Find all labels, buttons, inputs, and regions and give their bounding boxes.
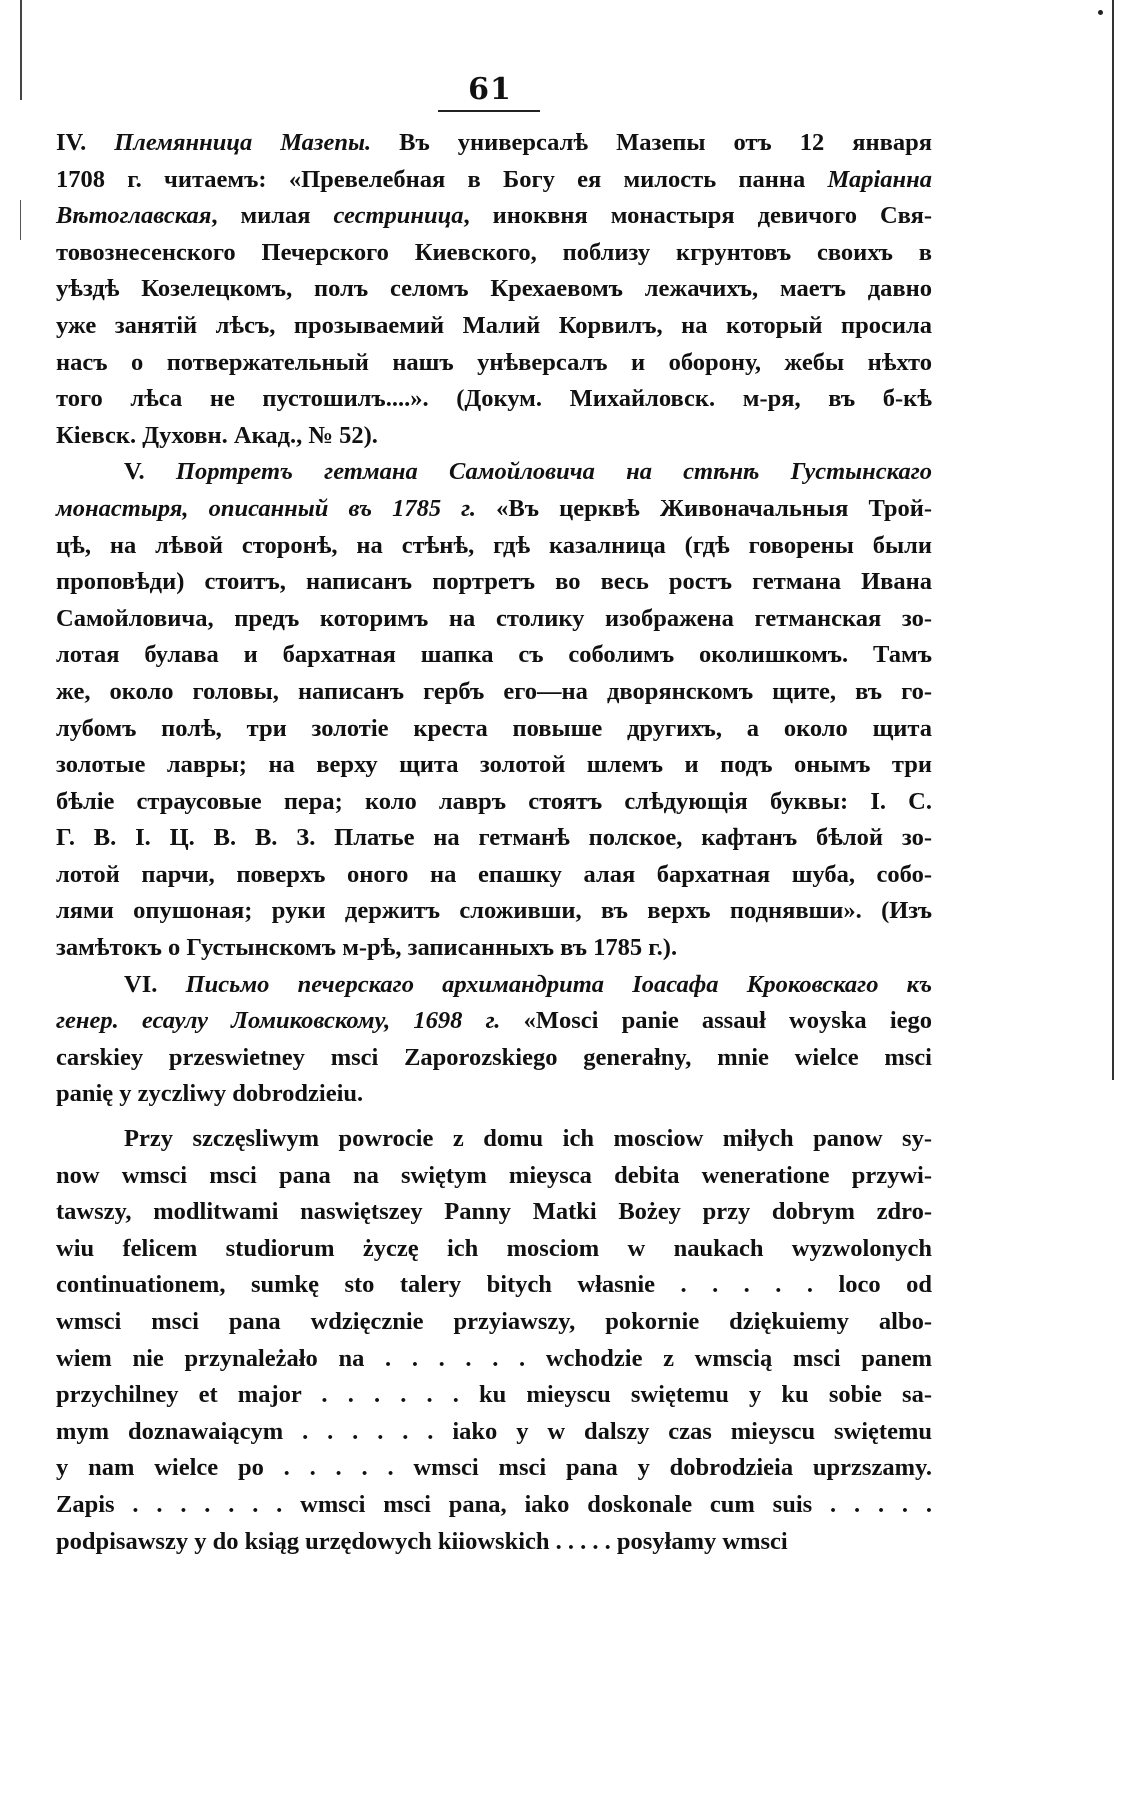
text-line xyxy=(56,1341,932,1378)
text-line xyxy=(56,1040,932,1077)
text-run: wmsci msci pana wdzięcznie przyiawszy, pokornie dziękuiemy albo- xyxy=(56,1308,932,1335)
scan-margin-line xyxy=(20,0,22,100)
text-run: , милая xyxy=(211,202,334,230)
text-run: золотые лавры; на верху щита золотой шлемъ и подъ онымъ три xyxy=(56,751,932,779)
text-line xyxy=(56,747,932,784)
text-line xyxy=(56,893,932,930)
italic-run: Маріанна xyxy=(827,165,932,193)
text-run: Zapis . . . . . . . wmsci msci pana, iako doskonale cum suis . . . . . xyxy=(56,1490,932,1518)
italic-run: генер. есаулу Ломиковскому, 1698 г. xyxy=(56,1007,501,1035)
text-line xyxy=(56,601,932,638)
scan-speck xyxy=(1098,10,1103,15)
text-line xyxy=(56,125,932,162)
page-number-rule xyxy=(438,110,540,112)
text-run: Г. В. І. Ц. В. В. З. Платье на гетманѣ полское, кафтанъ бѣлой зо- xyxy=(56,824,932,852)
italic-run: монастыря, описанный въ 1785 г. xyxy=(56,494,477,522)
text-line xyxy=(56,820,932,857)
text-line xyxy=(56,637,932,674)
text-line xyxy=(56,528,932,565)
text-run: товознесенского Печерского Киевского, поблизу кгрунтовъ своихъ в xyxy=(56,238,932,266)
text-run: continuationem, sumkę sto talery bitych własnie . . . . . loco od xyxy=(56,1271,932,1299)
text-line xyxy=(56,564,932,601)
text-run: panię y zyczliwy dobrodzieiu. xyxy=(56,1080,364,1108)
text-line xyxy=(56,1487,932,1524)
text-run: , иноквня монастыря девичого Свя- xyxy=(463,202,932,230)
text-run: лубомъ полѣ, три золотіе креста повыше другихъ, а около щита xyxy=(56,714,932,742)
text-line xyxy=(56,1414,932,1451)
text-line xyxy=(56,1158,932,1195)
text-run: mym doznawaiącym . . . . . . iako y w dalszy czas mieyscu swiętemu xyxy=(56,1417,932,1445)
text-line xyxy=(56,1450,932,1487)
text-line xyxy=(56,1267,932,1304)
text-line xyxy=(56,857,932,894)
text-run: бѣліе страусовые пера; коло лавръ стоятъ слѣдующія буквы: І. С. xyxy=(56,787,932,815)
text-line xyxy=(56,1231,932,1268)
text-line xyxy=(56,381,932,418)
scan-binding-line xyxy=(1112,0,1114,1080)
text-run: лотой парчи, поверхъ оного на епашку алая бархатная шуба, собо- xyxy=(56,860,932,888)
text-line xyxy=(56,1194,932,1231)
text-line xyxy=(56,711,932,748)
text-line xyxy=(56,271,932,308)
text-run: now wmsci msci pana na swiętym mieysca debita weneratione przywi- xyxy=(56,1161,932,1189)
text-run: tawszy, modlitwami naswiętszey Panny Matki Bożey przy dobrym zdro- xyxy=(56,1198,932,1226)
text-run: уже занятій лѣсъ, прозываемий Малий Корвилъ, на который просила xyxy=(56,311,932,339)
text-line xyxy=(56,1076,932,1113)
text-line xyxy=(56,784,932,821)
text-run: цѣ, на лѣвой сторонѣ, на стѣнѣ, гдѣ казалница (гдѣ говорены были xyxy=(56,531,932,559)
text-run: проповѣди) стоитъ, написанъ портретъ во весь ростъ гетмана Ивана xyxy=(56,568,932,596)
text-line xyxy=(56,1524,932,1561)
text-line xyxy=(56,418,932,455)
italic-run: Племянница Мазепы. xyxy=(114,129,372,156)
text-run: 1708 г. читаемъ: «Превелебная в Богу ея милость панна xyxy=(56,165,828,193)
text-run: же, около головы, написанъ гербъ его—на дворянскомъ щите, въ го- xyxy=(56,677,932,705)
text-line xyxy=(56,454,932,491)
italic-run: Вѣтоглавская xyxy=(56,202,212,230)
text-run: wiem nie przynależało na . . . . . . wchodzie z wmscią msci panem xyxy=(56,1344,932,1372)
text-run: wiu felicem studiorum życzę ich mosciom w naukach wyzwolonych xyxy=(56,1234,932,1262)
paragraph-gap xyxy=(56,1113,932,1121)
body-text xyxy=(56,125,932,1560)
text-run: «Mosci panie assauł woyska iego xyxy=(500,1007,932,1035)
text-run: carskiey przeswietney msci Zaporozskiego generałny, mnie wielce msci xyxy=(56,1043,932,1071)
text-line xyxy=(56,967,932,1004)
italic-run: Портретъ гетмана Самойловича на стѣнѣ Густынскаго xyxy=(175,458,932,486)
text-run: того лѣса не пустошилъ....». (Докум. Михайловск. м-ря, въ б-кѣ xyxy=(56,385,932,413)
text-run: V. xyxy=(124,458,176,486)
text-run: podpisawszy y do ksiąg urzędowych kiiowskich . . . . . posyłamy wmsci xyxy=(56,1527,788,1555)
text-run: Кіевск. Духовн. Акад., № 52). xyxy=(56,421,378,449)
text-line xyxy=(56,1377,932,1414)
scan-margin-line xyxy=(20,200,21,240)
text-run: Въ универсалѣ Мазепы отъ 12 января xyxy=(371,129,932,156)
text-line xyxy=(56,345,932,382)
text-run: лями опушоная; руки держитъ сложивши, въ верхъ поднявши». (Изъ xyxy=(56,897,932,925)
italic-run: сестриница xyxy=(333,202,464,230)
text-line xyxy=(56,162,932,199)
text-line xyxy=(56,308,932,345)
text-run: уѣздѣ Козелецкомъ, полъ селомъ Крехаевомъ лежачихъ, маетъ давно xyxy=(56,275,932,303)
text-run: Przy szczęsliwym powrocie z domu ich mosciow miłych panow sy- xyxy=(124,1125,932,1153)
text-line xyxy=(56,674,932,711)
text-run: y nam wielce po . . . . . wmsci msci pana y dobrodzieia uprzszamy. xyxy=(56,1454,932,1482)
text-run: IV. xyxy=(56,129,115,156)
text-run: замѣтокъ о Густынскомъ м-рѣ, записанныхъ въ 1785 г.). xyxy=(56,934,678,962)
text-run: Самойловича, предъ которимъ на столику изображена гетманская зо- xyxy=(56,604,932,632)
page-number: 61 xyxy=(468,72,512,107)
text-line xyxy=(56,1304,932,1341)
text-run: przychilney et major . . . . . . ku mieyscu swiętemu y ku sobie sa- xyxy=(56,1381,932,1409)
text-run: «Въ церквѣ Живоначальныя Трой- xyxy=(476,494,932,522)
text-line xyxy=(56,491,932,528)
text-line xyxy=(56,198,932,235)
text-line xyxy=(56,235,932,272)
text-run: VI. xyxy=(124,970,186,998)
text-run: лотая булава и бархатная шапка съ соболимъ околишкомъ. Тамъ xyxy=(56,641,932,669)
text-line xyxy=(56,1003,932,1040)
text-line xyxy=(56,1121,932,1158)
text-run: насъ о потвержательный нашъ унѣверсалъ и оборону, жебы нѣхто xyxy=(56,348,932,376)
text-line xyxy=(56,930,932,967)
italic-run: Письмо печерскаго архимандрита Іоасафа Кроковскаго къ xyxy=(185,970,933,998)
